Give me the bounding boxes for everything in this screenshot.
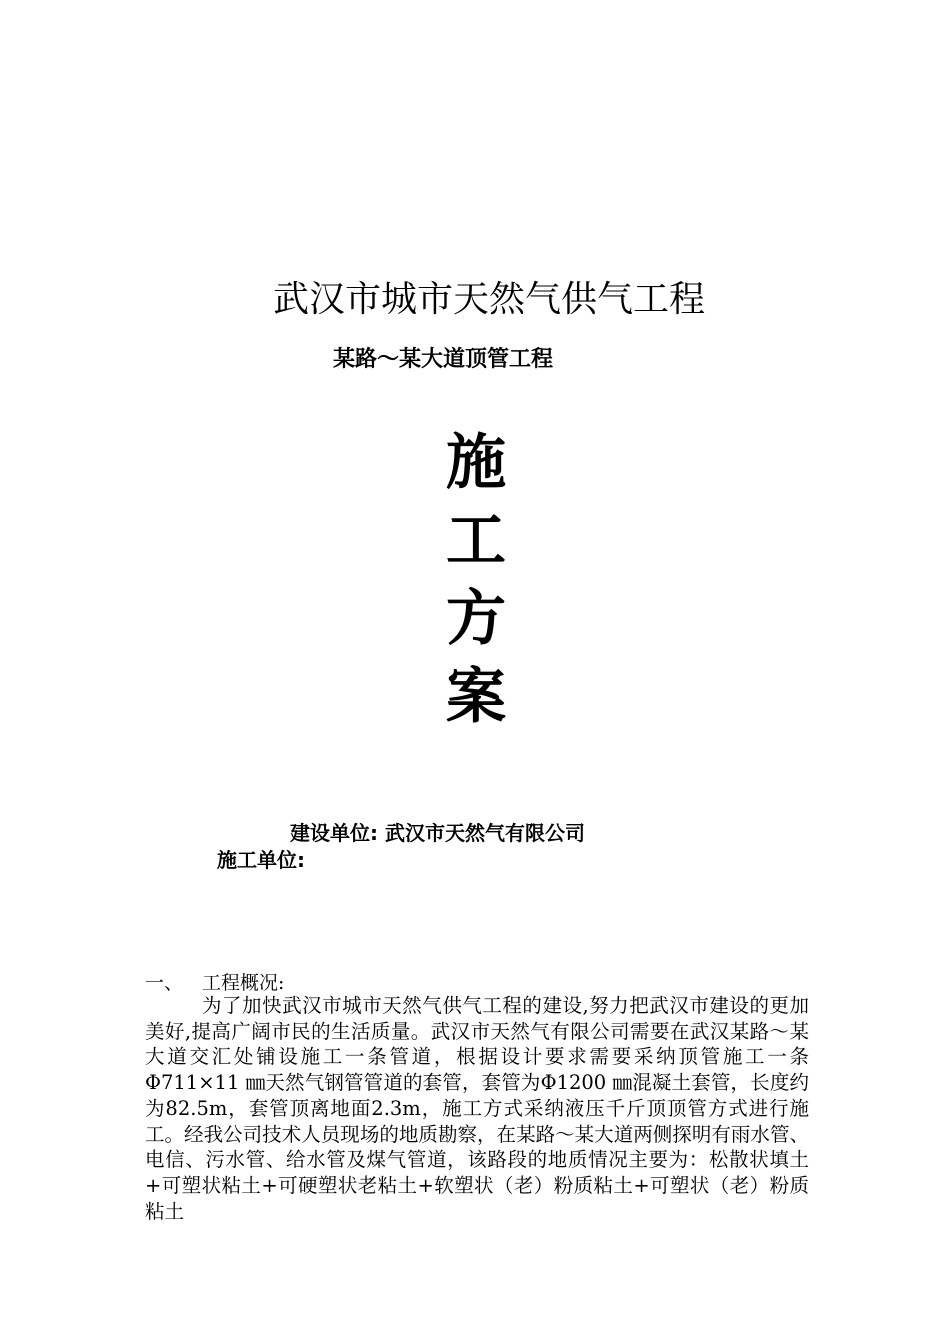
- contractor-unit-line: [217, 846, 305, 874]
- builder-unit-value: 武汉市天然气有限公司: [384, 821, 585, 845]
- document-type-title: [436, 424, 516, 736]
- section-paragraph: 为了加快武汉市城市天然气供气工程的建设,努力把武汉市建设的更加美好,提高广阔市民的生活质量。武汉市天然气有限公司需要在武汉某路～某大道交汇处铺设施工一条管道，根据设计要求需要采纳顶管施工一条 Φ711×11 ㎜天然气钢管管道的套管，套管为Φ1200 ㎜混凝土套管，长度约为82.5m，套管顶离地面2.3m，施工方式采纳液压千斤顶顶管方式进行施工。经我公司技术人员现场的地质勘察，在某路～某大道两侧探明有雨水管、电信、污水管、给水管及煤气管道，该路段的地质情况主要为：松散状填土+可塑状粘土+可硬塑状老粘土+软塑状（老）粉质粘土+可塑状（老）粉质粘土: [145, 994, 809, 1223]
- section-number: 一、: [145, 972, 184, 994]
- document-type-char: 工: [446, 506, 506, 576]
- document-type-char: 案: [446, 662, 506, 732]
- builder-unit-line: [290, 819, 585, 847]
- document-type-char: 方: [446, 584, 506, 654]
- section-title: 工程概况:: [202, 972, 285, 994]
- document-type-char: 施: [446, 428, 506, 498]
- contractor-unit-label: 施工单位:: [217, 848, 305, 872]
- project-subtitle: 某路～某大道顶管工程: [333, 347, 554, 372]
- builder-unit-label: 建设单位:: [290, 821, 378, 845]
- project-title: 武汉市城市天然气供气工程: [272, 279, 705, 320]
